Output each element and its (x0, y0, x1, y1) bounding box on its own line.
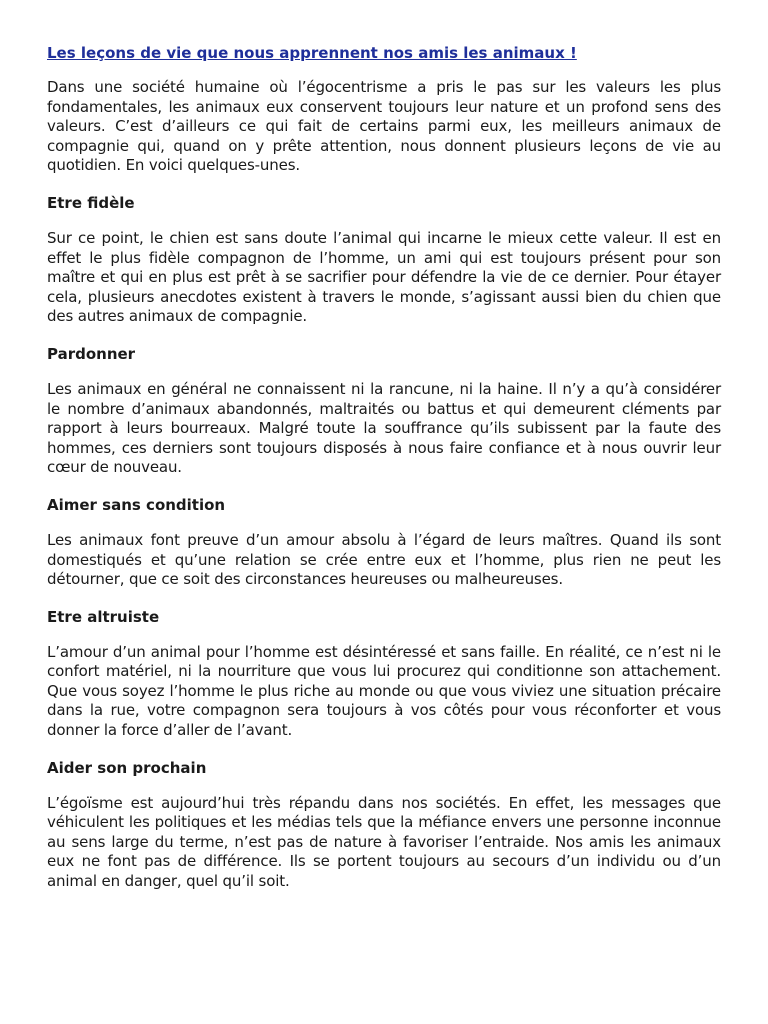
section-body: Les animaux en général ne connaissent ni la rancune, ni la haine. Il n’y a qu’à considérer le nombre d’animaux abandonnés, maltraités ou battus et qui demeurent cléments par rapport à leurs bourreaux. Malgré toute la souffrance qu’ils subissent par la faute des hommes, ces derniers sont toujours disposés à nous faire confiance et à nous ouvrir leur cœur de nouveau. (47, 379, 721, 477)
document-page (47, 43, 721, 909)
section-pardonner (47, 344, 721, 478)
section-body: L’amour d’un animal pour l’homme est désintéressé et sans faille. En réalité, ce n’est ni le confort matériel, ni la nourriture que vous lui procurez qui conditionne son attachement. Que vous soyez l’homme le plus riche au monde ou que vous viviez une situation précaire dans la rue, votre compagnon sera toujours à vos côtés pour vous réconforter et vous donner la force d’aller de l’avant. (47, 642, 721, 740)
section-heading: Pardonner (47, 344, 136, 363)
section-heading: Aider son prochain (47, 758, 207, 777)
section-aider (47, 758, 721, 892)
section-altruiste (47, 607, 721, 741)
section-body: Sur ce point, le chien est sans doute l’animal qui incarne le mieux cette valeur. Il est en effet le plus fidèle compagnon de l’homme, un ami qui est toujours présent pour son maître et qui en plus est prêt à se sacrifier pour défendre la vie de ce dernier. Pour étayer cela, plusieurs anecdotes existent à travers le monde, s’agissant aussi bien du chien que des autres animaux de compagnie. (47, 228, 721, 326)
section-heading: Etre altruiste (47, 607, 160, 626)
intro-paragraph: Dans une société humaine où l’égocentrisme a pris le pas sur les valeurs les plus fondamentales, les animaux eux conservent toujours leur nature et un profond sens des valeurs. C’est d’ailleurs ce qui fait de certains parmi eux, les meilleurs animaux de compagnie qui, quand on y prête attention, nous donnent plusieurs leçons de vie au quotidien. En voici quelques-unes. (47, 78, 721, 175)
section-heading: Aimer sans condition (47, 495, 226, 514)
section-body: L’égoïsme est aujourd’hui très répandu dans nos sociétés. En effet, les messages que véhiculent les politiques et les médias tels que la méfiance envers une personne inconnue au sens large du terme, n’est pas de nature à favoriser l’entraide. Nos amis les animaux eux ne font pas de différence. Ils se portent toujours au secours d’un individu ou d’un animal en danger, quel qu’il soit. (47, 793, 721, 891)
section-aimer (47, 495, 721, 590)
section-heading: Etre fidèle (47, 193, 135, 212)
section-body: Les animaux font preuve d’un amour absolu à l’égard de leurs maîtres. Quand ils sont domestiqués et qu’une relation se crée entre eux et l’homme, plus rien ne peut les détourner, que ce soit des circonstances heureuses ou malheureuses. (47, 530, 721, 589)
section-fidele (47, 193, 721, 327)
document-title: Les leçons de vie que nous apprennent nos amis les animaux ! (47, 44, 577, 62)
